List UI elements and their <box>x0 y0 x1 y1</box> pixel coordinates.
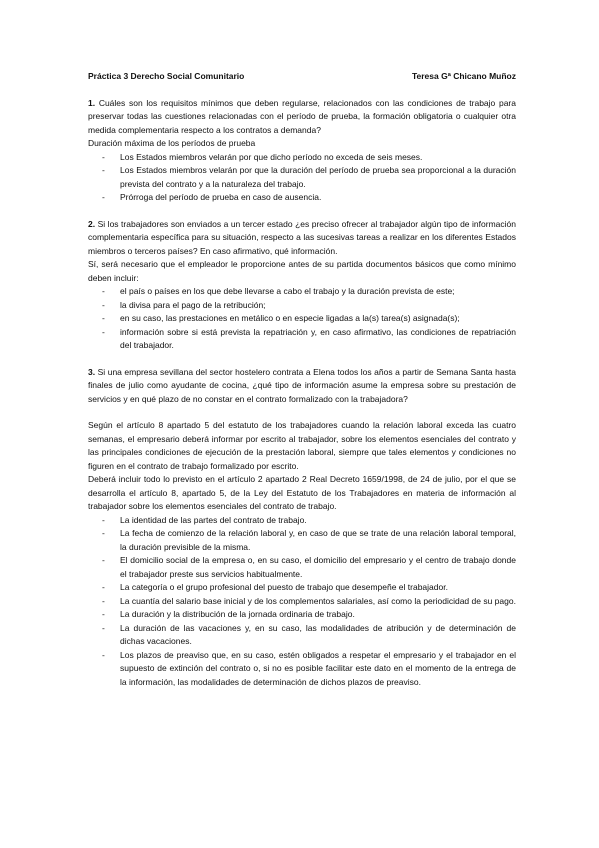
question-2-section <box>88 218 516 353</box>
list-item: - Los plazos de preaviso que, en su caso, estén obligados a respetar el empresario y el trabajador en el supuesto de extinción del contrato o, si no es posible facilitar este dato en el momento de la entrega de la información, las modalidades de determinación de dichos plazos de preaviso. <box>88 649 516 690</box>
question-number: 2. <box>88 218 96 229</box>
question-text: Si una empresa sevillana del sector hostelero contrata a Elena todos los años a partir de Semana Santa hasta finales de julio como ayudante de cocina, ¿qué tipo de información asume la empresa sobre su prestación de servicios y en qué plazo de no constar en el contrato formalizado con la trabajadora? <box>88 366 516 404</box>
answer-list <box>88 514 516 690</box>
list-item: - Prórroga del período de prueba en caso de ausencia. <box>88 191 516 205</box>
question-number: 1. <box>88 97 96 108</box>
list-item: - Los Estados miembros velarán por que la duración del período de prueba sea proporcional a la duración prevista del contrato y a la naturaleza del trabajo. <box>88 164 516 191</box>
list-item: - La categoría o el grupo profesional del puesto de trabajo que desempeñe el trabajador. <box>88 581 516 595</box>
list-item: - La fecha de comienzo de la relación laboral y, en caso de que se trate de una relación laboral temporal, la duración previsible de la misma. <box>88 527 516 554</box>
question-text: Si los trabajadores son enviados a un tercer estado ¿es preciso ofrecer al trabajador algún tipo de información complementaria específica para su situación, respecto a las sucesivas tareas a realizar en los diferentes Estados miembros o terceros países? En caso afirmativo, qué información. <box>88 218 516 256</box>
list-item: - Los Estados miembros velarán por que dicho período no exceda de seis meses. <box>88 151 516 165</box>
answer-paragraph: Según el artículo 8 apartado 5 del estatuto de los trabajadores cuando la relación laboral exceda las cuatro semanas, el empresario deberá informar por escrito al trabajador, sobre los elementos esenciales del contrato y las principales condiciones de ejecución de la prestación laboral, siempre que tales elementos y condiciones no figuren en el contrato de trabajo formalizado por escrito. <box>88 420 516 471</box>
list-item: - La identidad de las partes del contrato de trabajo. <box>88 514 516 528</box>
list-item: - el país o países en los que debe llevarse a cabo el trabajo y la duración prevista de este; <box>88 285 516 299</box>
document-author: Teresa Gª Chicano Muñoz <box>411 71 516 81</box>
document-page <box>88 70 516 689</box>
question-text: Cuáles son los requisitos mínimos que deben regularse, relacionados con las condiciones de trabajo para preservar todas las cuestiones relacionadas con el período de prueba, la formación obligatoria o cualquier otra medida complementaria respecto a los contratos a demanda? <box>88 97 516 135</box>
answer-list <box>88 151 516 205</box>
list-item: - en su caso, las prestaciones en metálico o en especie ligadas a la(s) tarea(s) asignada(s); <box>88 312 516 326</box>
document-title: Práctica 3 Derecho Social Comunitario <box>88 71 245 81</box>
question-3 <box>88 366 516 407</box>
answer-paragraph: Deberá incluir todo lo previsto en el artículo 2 apartado 2 Real Decreto 1659/1998, de 24 de julio, por el que se desarrolla el artículo 8, apartado 5, de la Ley del Estatuto de los Trabajadores en materia de información al trabajador sobre los elementos esenciales del contrato de trabajo. <box>88 474 516 511</box>
list-item: - La cuantía del salario base inicial y de los complementos salariales, así como la periodicidad de su pago. <box>88 595 516 609</box>
question-1-section <box>88 97 516 205</box>
answer-intro: Duración máxima de los períodos de prueba <box>88 138 256 148</box>
list-item: - información sobre si está prevista la repatriación y, en caso afirmativo, las condiciones de repatriación del trabajador. <box>88 326 516 353</box>
question-number: 3. <box>88 366 96 377</box>
list-item: - El domicilio social de la empresa o, en su caso, el domicilio del empresario y el centro de trabajo donde el trabajador preste sus servicios habitualmente. <box>88 554 516 581</box>
answer-paragraph: Sí, será necesario que el empleador le proporcione antes de su partida documentos básicos que como mínimo deben incluir: <box>88 259 516 283</box>
answer-list <box>88 285 516 353</box>
question-2 <box>88 218 516 259</box>
list-item: - la divisa para el pago de la retribución; <box>88 299 516 313</box>
list-item: - La duración y la distribución de la jornada ordinaria de trabajo. <box>88 608 516 622</box>
question-1 <box>88 97 516 138</box>
question-3-section <box>88 366 516 690</box>
document-header <box>88 70 516 84</box>
list-item: - La duración de las vacaciones y, en su caso, las modalidades de atribución y de determinación de dichas vacaciones. <box>88 622 516 649</box>
